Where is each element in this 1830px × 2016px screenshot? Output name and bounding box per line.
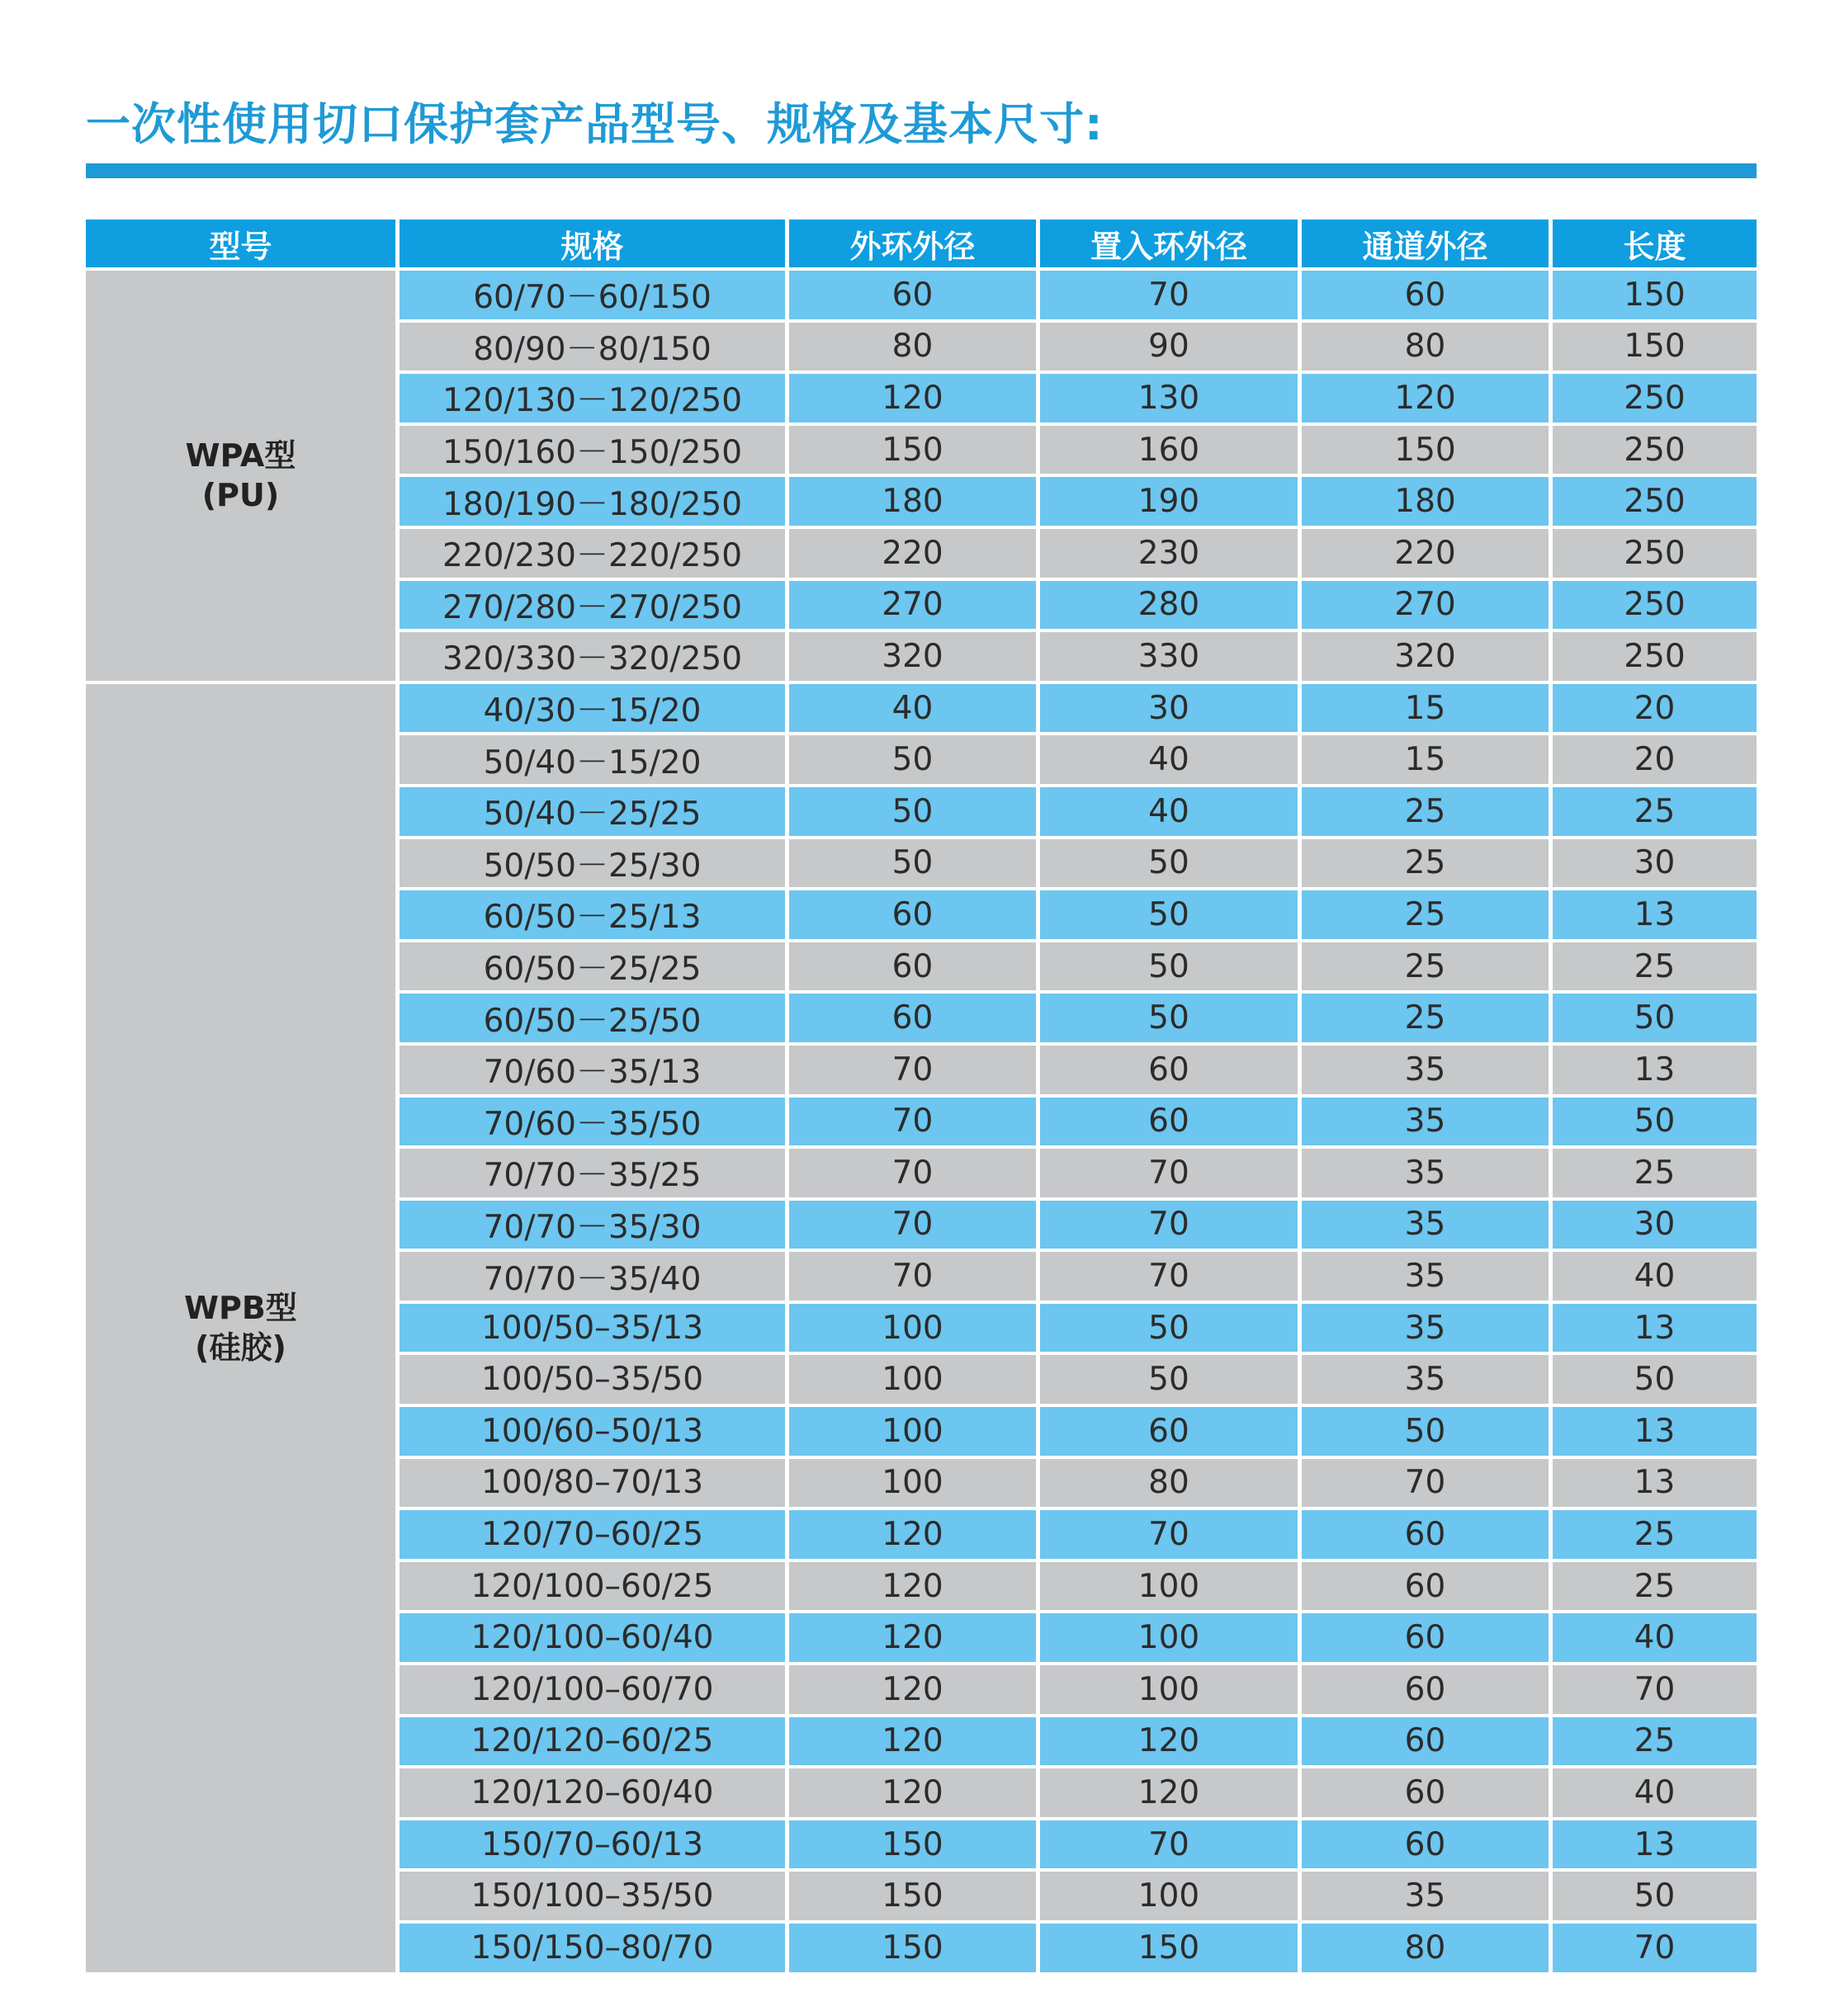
cell-inner-ring-diameter: 70	[1040, 1820, 1302, 1872]
cell-outer-ring-diameter: 70	[789, 1149, 1040, 1201]
cell-spec: 70/70－35/25	[400, 1149, 789, 1201]
cell-spec: 100/60–50/13	[400, 1407, 789, 1459]
cell-spec: 120/130－120/250	[400, 374, 789, 426]
cell-spec: 60/50－25/13	[400, 890, 789, 942]
cell-channel-diameter: 25	[1302, 942, 1553, 994]
cell-length: 13	[1553, 1407, 1757, 1459]
cell-outer-ring-diameter: 50	[789, 787, 1040, 839]
cell-outer-ring-diameter: 120	[789, 374, 1040, 426]
cell-inner-ring-diameter: 130	[1040, 374, 1302, 426]
cell-channel-diameter: 35	[1302, 1355, 1553, 1407]
cell-channel-diameter: 25	[1302, 839, 1553, 891]
header-outer-ring-diameter: 外环外径	[789, 220, 1040, 271]
cell-outer-ring-diameter: 70	[789, 1098, 1040, 1150]
cell-length: 13	[1553, 1046, 1757, 1098]
model-group-cell	[86, 271, 400, 684]
cell-inner-ring-diameter: 60	[1040, 1098, 1302, 1150]
model-name: WPA型	[185, 437, 296, 474]
cell-spec: 100/50–35/50	[400, 1355, 789, 1407]
cell-spec: 70/70－35/30	[400, 1201, 789, 1253]
cell-inner-ring-diameter: 120	[1040, 1717, 1302, 1769]
cell-spec: 80/90－80/150	[400, 323, 789, 375]
title-divider	[86, 163, 1757, 178]
cell-length: 20	[1553, 684, 1757, 736]
cell-spec: 100/50–35/13	[400, 1304, 789, 1356]
cell-channel-diameter: 25	[1302, 890, 1553, 942]
cell-length: 25	[1553, 1510, 1757, 1562]
cell-spec: 40/30－15/20	[400, 684, 789, 736]
cell-spec: 120/100–60/25	[400, 1562, 789, 1614]
cell-length: 70	[1553, 1924, 1757, 1976]
cell-channel-diameter: 35	[1302, 1252, 1553, 1304]
cell-length: 50	[1553, 1355, 1757, 1407]
cell-outer-ring-diameter: 60	[789, 271, 1040, 323]
cell-outer-ring-diameter: 50	[789, 735, 1040, 787]
cell-inner-ring-diameter: 160	[1040, 426, 1302, 478]
cell-spec: 100/80–70/13	[400, 1459, 789, 1511]
cell-inner-ring-diameter: 150	[1040, 1924, 1302, 1976]
cell-inner-ring-diameter: 90	[1040, 323, 1302, 375]
cell-inner-ring-diameter: 50	[1040, 1355, 1302, 1407]
cell-outer-ring-diameter: 40	[789, 684, 1040, 736]
cell-outer-ring-diameter: 150	[789, 426, 1040, 478]
cell-outer-ring-diameter: 100	[789, 1355, 1040, 1407]
cell-spec: 120/120–60/40	[400, 1768, 789, 1820]
cell-channel-diameter: 25	[1302, 787, 1553, 839]
cell-channel-diameter: 60	[1302, 1613, 1553, 1665]
cell-channel-diameter: 270	[1302, 581, 1553, 633]
cell-outer-ring-diameter: 120	[789, 1717, 1040, 1769]
cell-length: 25	[1553, 1717, 1757, 1769]
cell-channel-diameter: 35	[1302, 1098, 1553, 1150]
cell-outer-ring-diameter: 150	[789, 1872, 1040, 1924]
cell-length: 150	[1553, 323, 1757, 375]
header-model: 型号	[86, 220, 400, 271]
cell-spec: 320/330－320/250	[400, 632, 789, 684]
header-channel-diameter: 通道外径	[1302, 220, 1553, 271]
cell-spec: 60/50－25/50	[400, 994, 789, 1046]
cell-channel-diameter: 80	[1302, 1924, 1553, 1976]
cell-length: 25	[1553, 787, 1757, 839]
cell-outer-ring-diameter: 120	[789, 1768, 1040, 1820]
header-inner-ring-diameter: 置入环外径	[1040, 220, 1302, 271]
cell-inner-ring-diameter: 330	[1040, 632, 1302, 684]
cell-spec: 150/70–60/13	[400, 1820, 789, 1872]
cell-inner-ring-diameter: 70	[1040, 271, 1302, 323]
cell-inner-ring-diameter: 50	[1040, 942, 1302, 994]
cell-outer-ring-diameter: 50	[789, 839, 1040, 891]
cell-outer-ring-diameter: 150	[789, 1924, 1040, 1976]
cell-outer-ring-diameter: 220	[789, 529, 1040, 581]
cell-length: 250	[1553, 529, 1757, 581]
cell-length: 13	[1553, 1304, 1757, 1356]
cell-channel-diameter: 320	[1302, 632, 1553, 684]
cell-outer-ring-diameter: 120	[789, 1510, 1040, 1562]
cell-channel-diameter: 150	[1302, 426, 1553, 478]
cell-length: 50	[1553, 1872, 1757, 1924]
cell-spec: 120/120–60/25	[400, 1717, 789, 1769]
cell-outer-ring-diameter: 150	[789, 1820, 1040, 1872]
cell-inner-ring-diameter: 50	[1040, 994, 1302, 1046]
cell-channel-diameter: 60	[1302, 271, 1553, 323]
cell-inner-ring-diameter: 100	[1040, 1665, 1302, 1717]
cell-outer-ring-diameter: 320	[789, 632, 1040, 684]
cell-channel-diameter: 120	[1302, 374, 1553, 426]
table-row	[86, 684, 1757, 736]
table-header	[86, 220, 1757, 271]
cell-channel-diameter: 60	[1302, 1717, 1553, 1769]
cell-length: 25	[1553, 942, 1757, 994]
cell-length: 250	[1553, 426, 1757, 478]
cell-inner-ring-diameter: 70	[1040, 1510, 1302, 1562]
cell-inner-ring-diameter: 50	[1040, 839, 1302, 891]
cell-channel-diameter: 35	[1302, 1149, 1553, 1201]
cell-length: 13	[1553, 1820, 1757, 1872]
cell-spec: 150/150–80/70	[400, 1924, 789, 1976]
cell-channel-diameter: 220	[1302, 529, 1553, 581]
cell-spec: 50/50－25/30	[400, 839, 789, 891]
model-material: (硅胶)	[195, 1329, 286, 1367]
table-body	[86, 271, 1757, 1976]
cell-inner-ring-diameter: 280	[1040, 581, 1302, 633]
cell-outer-ring-diameter: 60	[789, 890, 1040, 942]
cell-channel-diameter: 60	[1302, 1768, 1553, 1820]
cell-outer-ring-diameter: 180	[789, 477, 1040, 529]
cell-channel-diameter: 80	[1302, 323, 1553, 375]
cell-inner-ring-diameter: 70	[1040, 1149, 1302, 1201]
cell-length: 13	[1553, 1459, 1757, 1511]
cell-channel-diameter: 15	[1302, 684, 1553, 736]
cell-channel-diameter: 35	[1302, 1872, 1553, 1924]
cell-length: 250	[1553, 374, 1757, 426]
cell-length: 150	[1553, 271, 1757, 323]
cell-spec: 50/40－25/25	[400, 787, 789, 839]
cell-outer-ring-diameter: 100	[789, 1407, 1040, 1459]
model-name: WPB型	[184, 1290, 297, 1327]
cell-spec: 70/70－35/40	[400, 1252, 789, 1304]
table-row	[86, 271, 1757, 323]
cell-length: 25	[1553, 1562, 1757, 1614]
cell-spec: 60/70－60/150	[400, 271, 789, 323]
cell-channel-diameter: 60	[1302, 1820, 1553, 1872]
cell-inner-ring-diameter: 80	[1040, 1459, 1302, 1511]
cell-length: 25	[1553, 1149, 1757, 1201]
cell-inner-ring-diameter: 70	[1040, 1252, 1302, 1304]
cell-channel-diameter: 35	[1302, 1304, 1553, 1356]
cell-channel-diameter: 25	[1302, 994, 1553, 1046]
page-title: 一次性使用切口保护套产品型号、规格及基本尺寸:	[86, 98, 1104, 150]
cell-channel-diameter: 70	[1302, 1459, 1553, 1511]
cell-spec: 60/50－25/25	[400, 942, 789, 994]
cell-spec: 70/60－35/50	[400, 1098, 789, 1150]
cell-inner-ring-diameter: 60	[1040, 1046, 1302, 1098]
cell-spec: 120/100–60/70	[400, 1665, 789, 1717]
cell-spec: 120/100–60/40	[400, 1613, 789, 1665]
cell-spec: 70/60－35/13	[400, 1046, 789, 1098]
cell-outer-ring-diameter: 100	[789, 1304, 1040, 1356]
cell-channel-diameter: 60	[1302, 1665, 1553, 1717]
cell-length: 50	[1553, 1098, 1757, 1150]
spec-table	[86, 220, 1757, 1976]
cell-inner-ring-diameter: 40	[1040, 787, 1302, 839]
cell-outer-ring-diameter: 80	[789, 323, 1040, 375]
cell-inner-ring-diameter: 60	[1040, 1407, 1302, 1459]
cell-spec: 150/100–35/50	[400, 1872, 789, 1924]
cell-inner-ring-diameter: 30	[1040, 684, 1302, 736]
cell-inner-ring-diameter: 120	[1040, 1768, 1302, 1820]
cell-outer-ring-diameter: 120	[789, 1562, 1040, 1614]
model-material: (PU)	[201, 477, 280, 514]
header-spec: 规格	[400, 220, 789, 271]
cell-inner-ring-diameter: 70	[1040, 1201, 1302, 1253]
cell-length: 40	[1553, 1613, 1757, 1665]
cell-outer-ring-diameter: 120	[789, 1613, 1040, 1665]
cell-inner-ring-diameter: 230	[1040, 529, 1302, 581]
cell-inner-ring-diameter: 100	[1040, 1613, 1302, 1665]
cell-spec: 50/40－15/20	[400, 735, 789, 787]
cell-inner-ring-diameter: 100	[1040, 1872, 1302, 1924]
cell-length: 30	[1553, 839, 1757, 891]
cell-inner-ring-diameter: 50	[1040, 1304, 1302, 1356]
cell-inner-ring-diameter: 190	[1040, 477, 1302, 529]
cell-outer-ring-diameter: 70	[789, 1046, 1040, 1098]
cell-channel-diameter: 60	[1302, 1562, 1553, 1614]
cell-outer-ring-diameter: 100	[789, 1459, 1040, 1511]
cell-channel-diameter: 35	[1302, 1201, 1553, 1253]
cell-outer-ring-diameter: 270	[789, 581, 1040, 633]
header-row	[86, 220, 1757, 271]
cell-spec: 180/190－180/250	[400, 477, 789, 529]
cell-outer-ring-diameter: 120	[789, 1665, 1040, 1717]
cell-channel-diameter: 35	[1302, 1046, 1553, 1098]
cell-length: 50	[1553, 994, 1757, 1046]
cell-length: 250	[1553, 477, 1757, 529]
cell-inner-ring-diameter: 40	[1040, 735, 1302, 787]
cell-length: 70	[1553, 1665, 1757, 1717]
cell-outer-ring-diameter: 60	[789, 994, 1040, 1046]
cell-spec: 150/160－150/250	[400, 426, 789, 478]
cell-spec: 270/280－270/250	[400, 581, 789, 633]
cell-channel-diameter: 180	[1302, 477, 1553, 529]
cell-length: 40	[1553, 1768, 1757, 1820]
cell-length: 250	[1553, 632, 1757, 684]
header-length: 长度	[1553, 220, 1757, 271]
cell-channel-diameter: 50	[1302, 1407, 1553, 1459]
cell-spec: 220/230－220/250	[400, 529, 789, 581]
cell-outer-ring-diameter: 70	[789, 1252, 1040, 1304]
cell-inner-ring-diameter: 50	[1040, 890, 1302, 942]
cell-spec: 120/70–60/25	[400, 1510, 789, 1562]
cell-length: 40	[1553, 1252, 1757, 1304]
cell-inner-ring-diameter: 100	[1040, 1562, 1302, 1614]
cell-channel-diameter: 15	[1302, 735, 1553, 787]
cell-outer-ring-diameter: 60	[789, 942, 1040, 994]
model-group-cell	[86, 684, 400, 1976]
cell-outer-ring-diameter: 70	[789, 1201, 1040, 1253]
cell-length: 13	[1553, 890, 1757, 942]
cell-channel-diameter: 60	[1302, 1510, 1553, 1562]
cell-length: 30	[1553, 1201, 1757, 1253]
cell-length: 20	[1553, 735, 1757, 787]
cell-length: 250	[1553, 581, 1757, 633]
